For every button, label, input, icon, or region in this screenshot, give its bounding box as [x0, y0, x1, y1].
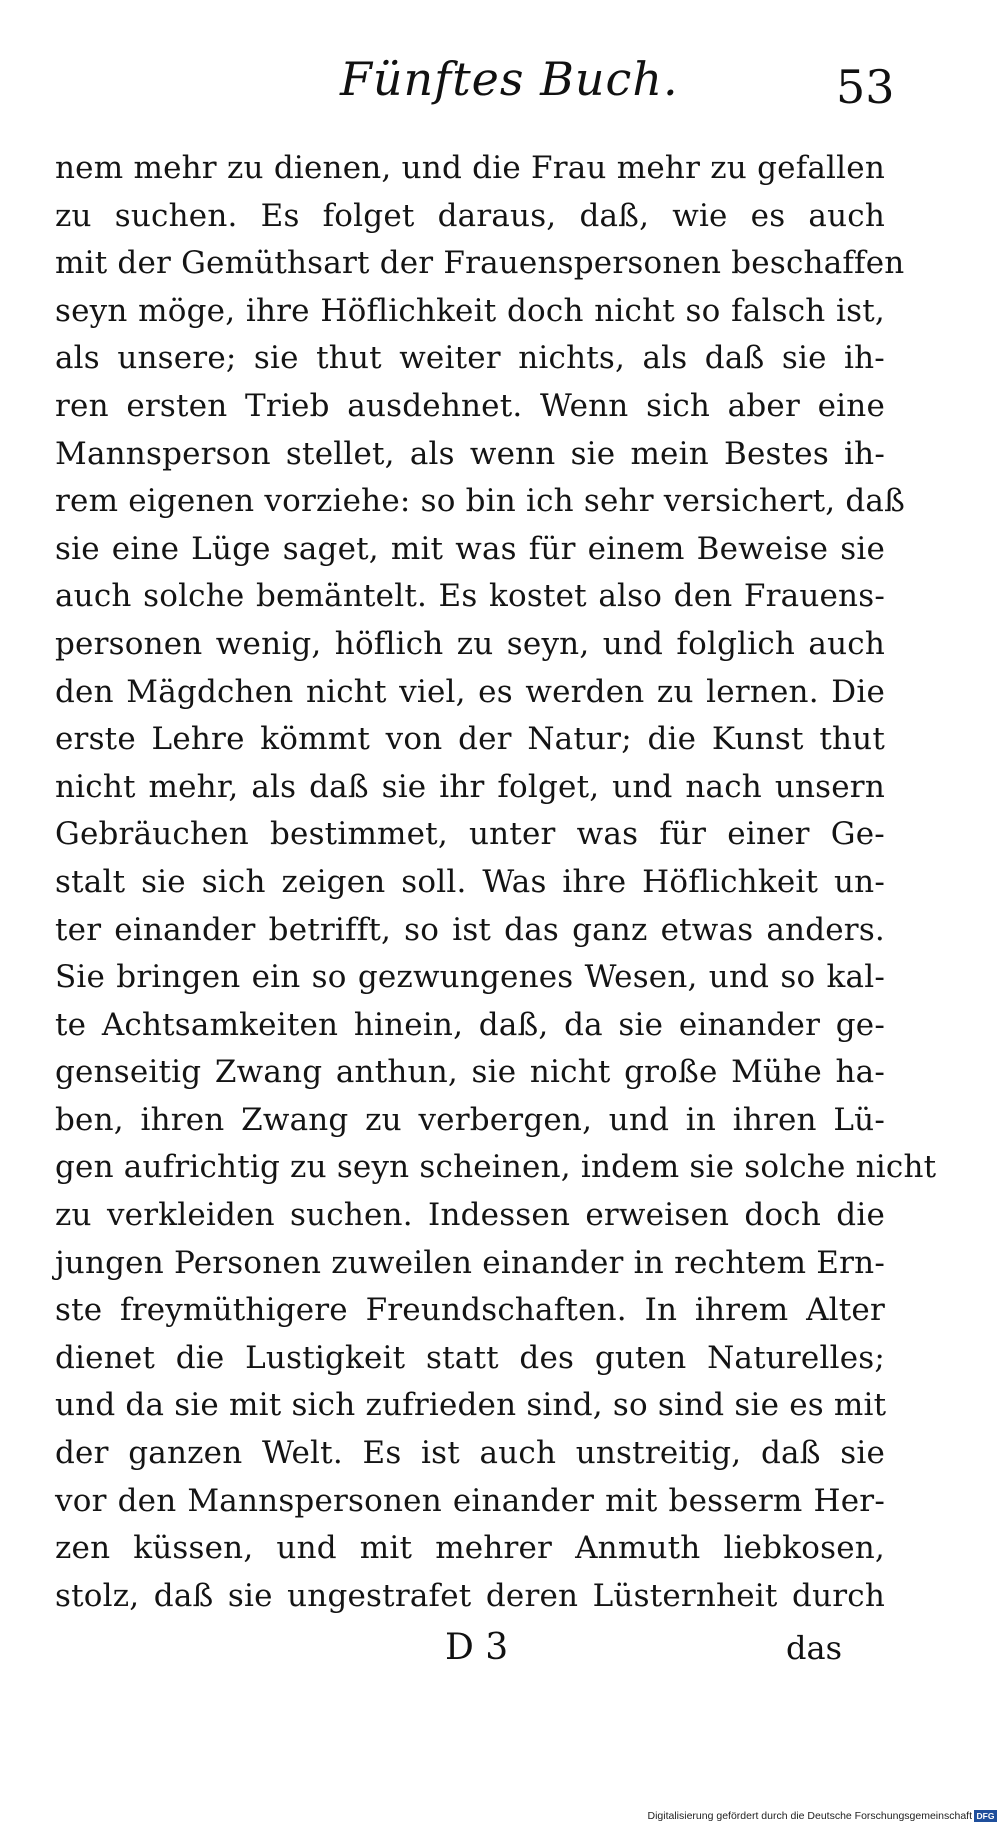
text-line: Gebräuchen bestimmet, unter was für einer Ge-	[55, 816, 885, 853]
catchword: das	[786, 1629, 842, 1667]
text-line: zu suchen. Es folget daraus, daß, wie es auch	[55, 197, 885, 234]
text-line: der ganzen Welt. Es ist auch unstreitig, daß sie	[55, 1435, 885, 1472]
text-line: ren ersten Trieb ausdehnet. Wenn sich aber eine	[55, 387, 885, 424]
text-line: vor den Mannspersonen einander mit besserm Her-	[55, 1482, 885, 1519]
text-line: mit der Gemüthsart der Frauenspersonen beschaffen	[55, 245, 905, 282]
text-line: ste freymüthigere Freundschaften. In ihrem Alter	[55, 1292, 885, 1329]
text-line: auch solche bemäntelt. Es kostet also den Frauens-	[55, 578, 885, 615]
text-line: nicht mehr, als daß sie ihr folget, und nach unsern	[55, 768, 885, 805]
text-line: genseitig Zwang anthun, sie nicht große Mühe ha-	[55, 1054, 885, 1091]
text-line: zen küssen, und mit mehrer Anmuth liebkosen,	[55, 1530, 885, 1567]
text-line: sie eine Lüge saget, mit was für einem Beweise sie	[55, 530, 885, 567]
text-line: zu verkleiden suchen. Indessen erweisen doch die	[55, 1197, 885, 1234]
page-number: 53	[836, 60, 895, 114]
text-line: personen wenig, höflich zu seyn, und folglich auch	[55, 625, 885, 662]
funding-credit: Digitalisierung gefördert durch die Deutsche Forschungsgemeinschaft	[647, 1810, 972, 1822]
digitization-footer	[0, 1805, 1000, 1825]
running-head: Fünftes Buch.	[340, 52, 679, 106]
text-line: stalt sie sich zeigen soll. Was ihre Höflichkeit un-	[55, 863, 885, 900]
page-foot	[0, 1627, 1000, 1677]
text-line: stolz, daß sie ungestrafet deren Lüsternheit durch	[55, 1577, 885, 1614]
text-line: rem eigenen vorziehe: so bin ich sehr versichert, daß	[55, 483, 905, 520]
signature-mark: D 3	[445, 1627, 509, 1668]
text-line: jungen Personen zuweilen einander in rechtem Ern-	[55, 1244, 885, 1281]
text-line: den Mägdchen nicht viel, es werden zu lernen. Die	[55, 673, 885, 710]
text-line: te Achtsamkeiten hinein, daß, da sie einander ge-	[55, 1006, 885, 1043]
text-line: seyn möge, ihre Höflichkeit doch nicht so falsch ist,	[55, 292, 885, 329]
text-line: Sie bringen ein so gezwungenes Wesen, und so kal-	[55, 959, 885, 996]
text-line: dienet die Lustigkeit statt des guten Naturelles;	[55, 1339, 885, 1376]
text-line: ter einander betrifft, so ist das ganz etwas anders.	[55, 911, 885, 948]
text-line: ben, ihren Zwang zu verbergen, und in ihren Lü-	[55, 1101, 885, 1138]
body-text	[55, 145, 937, 1620]
dfg-logo-icon: DFG	[974, 1810, 997, 1822]
text-line: als unsere; sie thut weiter nichts, als daß sie ih-	[55, 340, 885, 377]
text-line: und da sie mit sich zufrieden sind, so sind sie es mit	[55, 1387, 887, 1424]
text-line: erste Lehre kömmt von der Natur; die Kunst thut	[55, 721, 885, 758]
text-line: gen aufrichtig zu seyn scheinen, indem sie solche nicht	[55, 1149, 937, 1186]
text-line: Mannsperson stellet, als wenn sie mein Bestes ih-	[55, 435, 885, 472]
text-line: nem mehr zu dienen, und die Frau mehr zu gefallen	[55, 150, 885, 186]
